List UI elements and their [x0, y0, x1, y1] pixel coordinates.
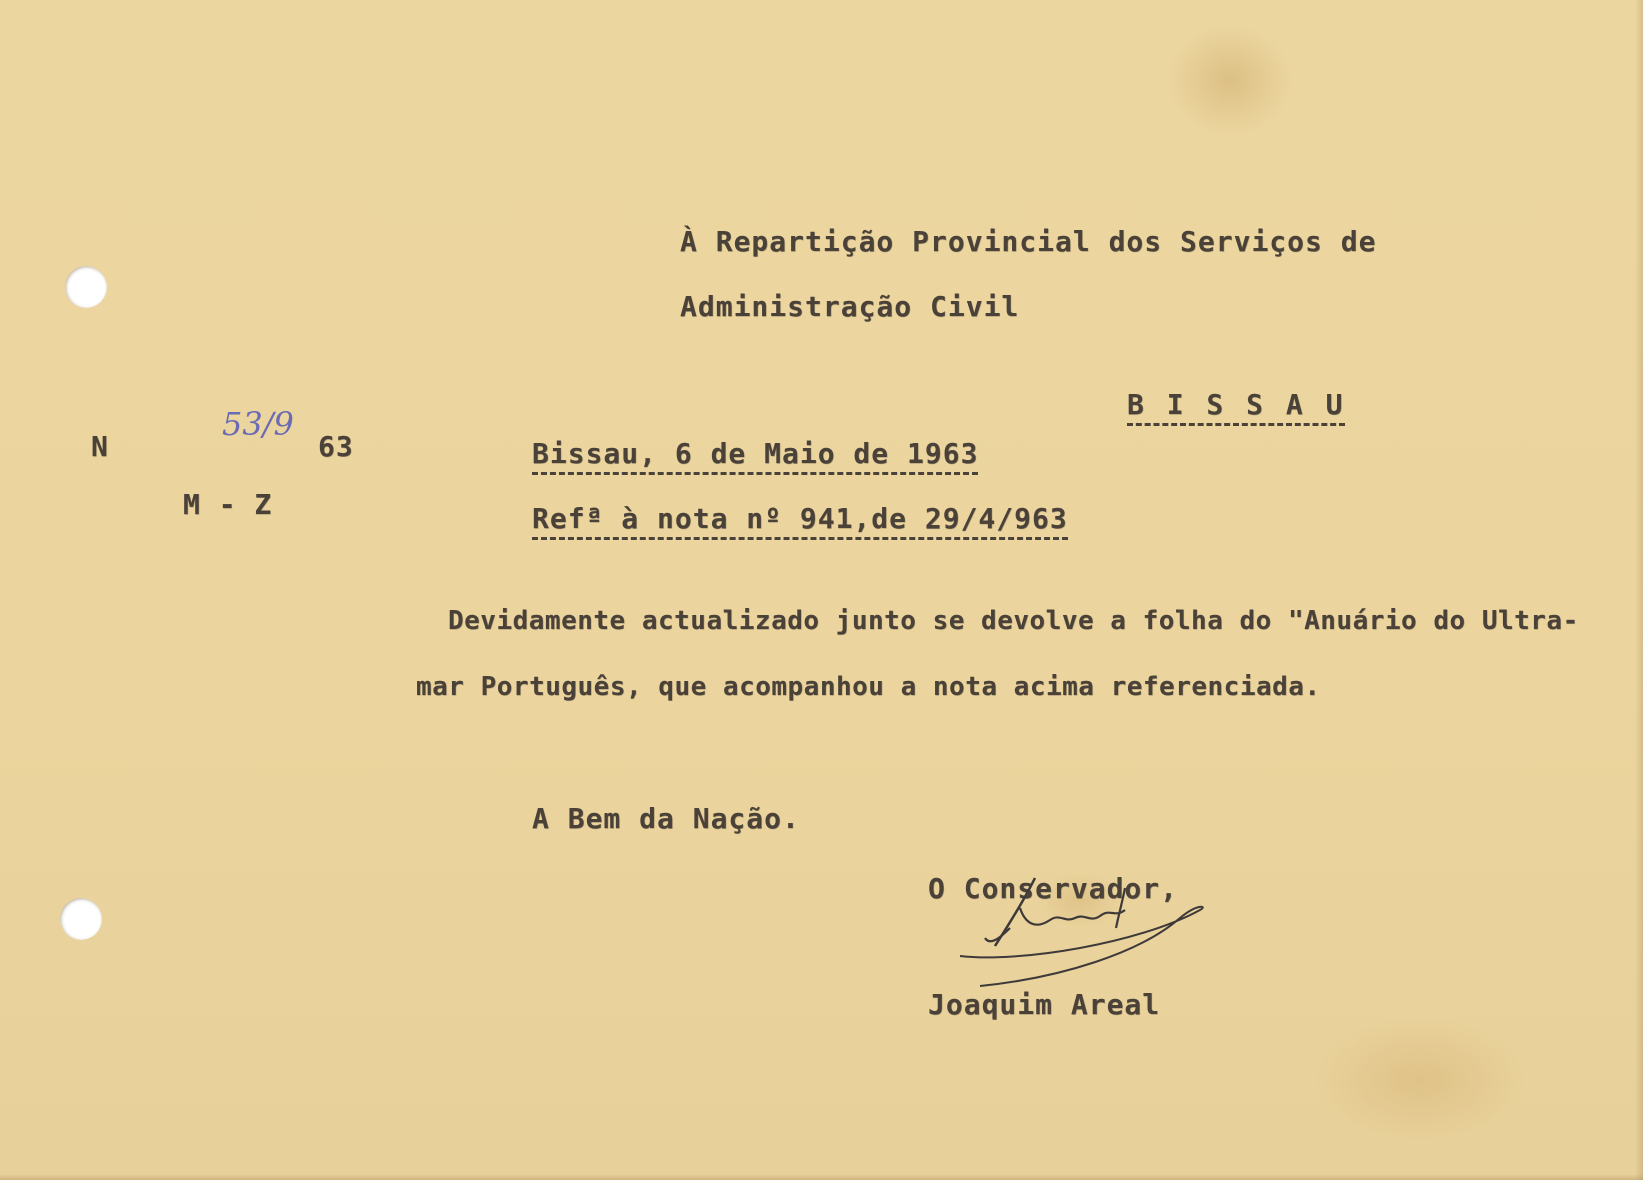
punch-hole	[60, 898, 102, 940]
reference-year: 63	[318, 430, 354, 463]
reference-code: M - Z	[183, 488, 273, 521]
paper-edge	[0, 1174, 1643, 1180]
signatory-title: O Conservador,	[928, 872, 1179, 905]
reference-prefix: N	[91, 430, 109, 463]
reference-number-handwritten: 53/9	[222, 405, 294, 443]
punch-hole	[65, 266, 107, 308]
recipient-line-2: Administração Civil	[680, 290, 1020, 323]
body-line-2: mar Português, que acompanhou a nota acima referenciada.	[416, 672, 1321, 702]
signatory-name: Joaquim Areal	[928, 988, 1161, 1021]
paper-edge	[1635, 0, 1643, 1180]
recipient-line-1: À Repartição Provincial dos Serviços de	[680, 225, 1377, 258]
body-line-1: Devidamente actualizado junto se devolve a folha do "Anuário do Ultra-	[448, 606, 1579, 636]
recipient-city: B I S S A U	[1127, 388, 1345, 426]
dateline: Bissau, 6 de Maio de 1963	[532, 437, 978, 475]
closing-salutation: A Bem da Nação.	[532, 802, 800, 835]
handwritten-signature	[940, 868, 1220, 998]
reference-line: Refª à nota nº 941,de 29/4/963	[532, 502, 1068, 540]
